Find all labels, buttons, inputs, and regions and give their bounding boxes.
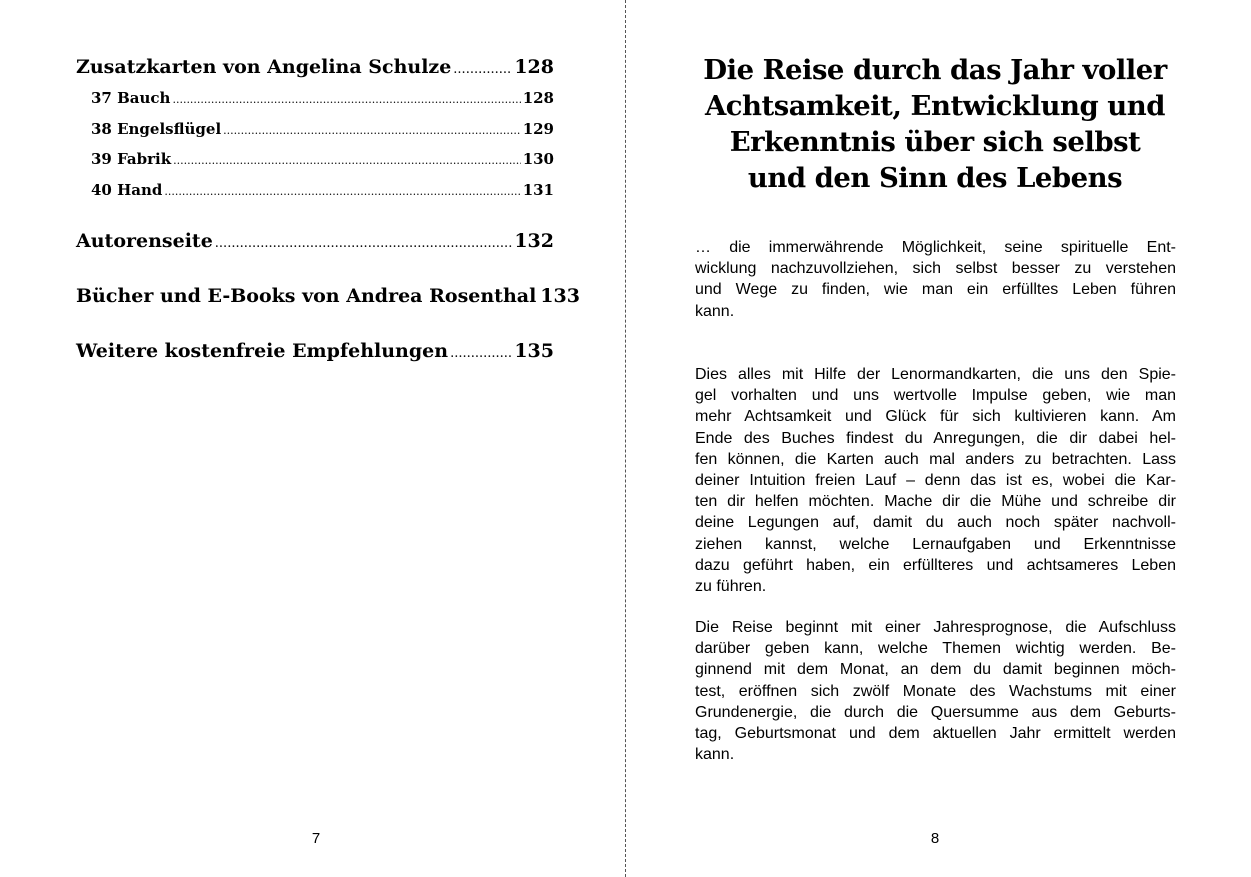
title-line: und den Sinn des Lebens [747,162,1123,194]
text-line: ten dir helfen möchten. Mache dir die Mühe und schreibe dir [695,493,1176,511]
toc-entry[interactable] [76,226,554,257]
text-line: und Wege zu finden, wie man ein erfülltes Leben führen [695,281,1176,299]
toc-entry-title: 39 Fabrik [91,150,172,168]
toc-entry[interactable] [76,336,554,367]
page-number: 8 [930,830,940,847]
toc-entry-page: 128 [522,89,554,107]
text-line: deiner Intuition freien Lauf – denn das ist es, wobei die Kar- [695,471,1176,489]
toc-entry[interactable] [76,52,554,83]
text-line: … die immerwährende Möglichkeit, seine spirituelle Ent- [695,239,1176,256]
toc-entry-page: 130 [522,150,554,168]
text-line: deine Legungen auf, damit du auch noch später nachvoll- [695,514,1176,532]
toc-entry-page: 131 [522,180,554,199]
text-line: ziehen kannst, welche Lernaufgaben und Erkenntnisse [695,535,1176,553]
toc-dot-leader [215,228,513,259]
text-line: Die Reise beginnt mit einer Jahresprognose, die Aufschluss [695,619,1176,636]
toc-entry[interactable] [76,281,580,312]
toc-dot-leader [453,54,512,85]
toc-dot-leader [173,146,521,177]
chapter-title [687,52,1183,196]
toc-entry-title: 40 Hand [91,180,163,199]
text-line: wicklung nachzuvollziehen, sich selbst besser zu verstehen [695,260,1176,278]
text-line: darüber geben kann, welche Themen wichtig werden. Be- [695,640,1176,658]
toc-subentry[interactable] [76,175,554,206]
toc-entry-page: 129 [522,119,554,138]
title-line: Achtsamkeit, Entwicklung und [704,90,1166,122]
text-line: fen können, die Karten auch mal anders zu betrachten. Lass [695,450,1176,468]
right-page [627,0,1251,877]
text-line: ginnend mit dem Monat, an dem du damit beginnen möch- [695,661,1176,679]
title-line: Die Reise durch das Jahr voller [703,54,1167,86]
toc-dot-leader [223,116,521,147]
left-page [0,0,625,877]
toc-entry-title: Zusatzkarten von Angelina Schulze [76,56,452,78]
text-line: Grundenergie, die durch die Quersumme aus dem Geburts- [695,703,1176,721]
text-line: mehr Achtsamkeit und Glück für sich kultivieren kann. Am [695,408,1176,426]
text-line: kann. [695,302,735,320]
text-line: dazu geführt haben, ein erfüllteres und achtsameres Leben [695,556,1176,574]
toc-entry-title: Weitere kostenfreie Empfehlungen [76,340,449,362]
toc-subentry[interactable] [76,144,554,175]
toc-entry-title: 37 Bauch [91,89,171,107]
toc-entry-page: 132 [514,230,554,252]
toc-entry-title: Autorenseite [76,230,213,252]
toc-entry-title: 38 Engelsflügel [91,119,222,138]
text-line: tag, Geburtsmonat und dem aktuellen Jahr ermittelt werden [695,724,1176,742]
toc-entry-page: 128 [514,56,554,78]
text-line: test, eröffnen sich zwölf Monate des Wachstums mit einer [695,682,1176,700]
text-line: Ende des Buches findest du Anregungen, die dir dabei hel- [695,429,1176,447]
toc-dot-leader [164,177,520,208]
toc-dot-leader [450,338,512,369]
toc-entry-page: 133 [540,285,580,307]
table-of-contents [76,52,580,367]
paragraph-journey [695,617,1176,765]
text-line: kann. [695,746,735,764]
toc-entry-page: 135 [514,340,554,362]
page-number: 7 [311,830,321,847]
paragraph-lenormand [695,364,1176,597]
toc-subentry[interactable] [76,114,554,145]
toc-dot-leader [172,85,520,116]
toc-entry-title: Bücher und E-Books von Andrea Rosenthal [76,285,537,307]
page-divider [625,0,626,877]
text-line: gel vorhalten und uns wertvolle Impulse geben, wie man [695,387,1176,405]
text-line: zu führen. [695,577,767,595]
text-line: Dies alles mit Hilfe der Lenormandkarten, die uns den Spie- [695,366,1176,383]
toc-subentry[interactable] [76,83,554,114]
title-line: Erkenntnis über sich selbst [729,126,1141,158]
paragraph-intro [695,237,1176,322]
